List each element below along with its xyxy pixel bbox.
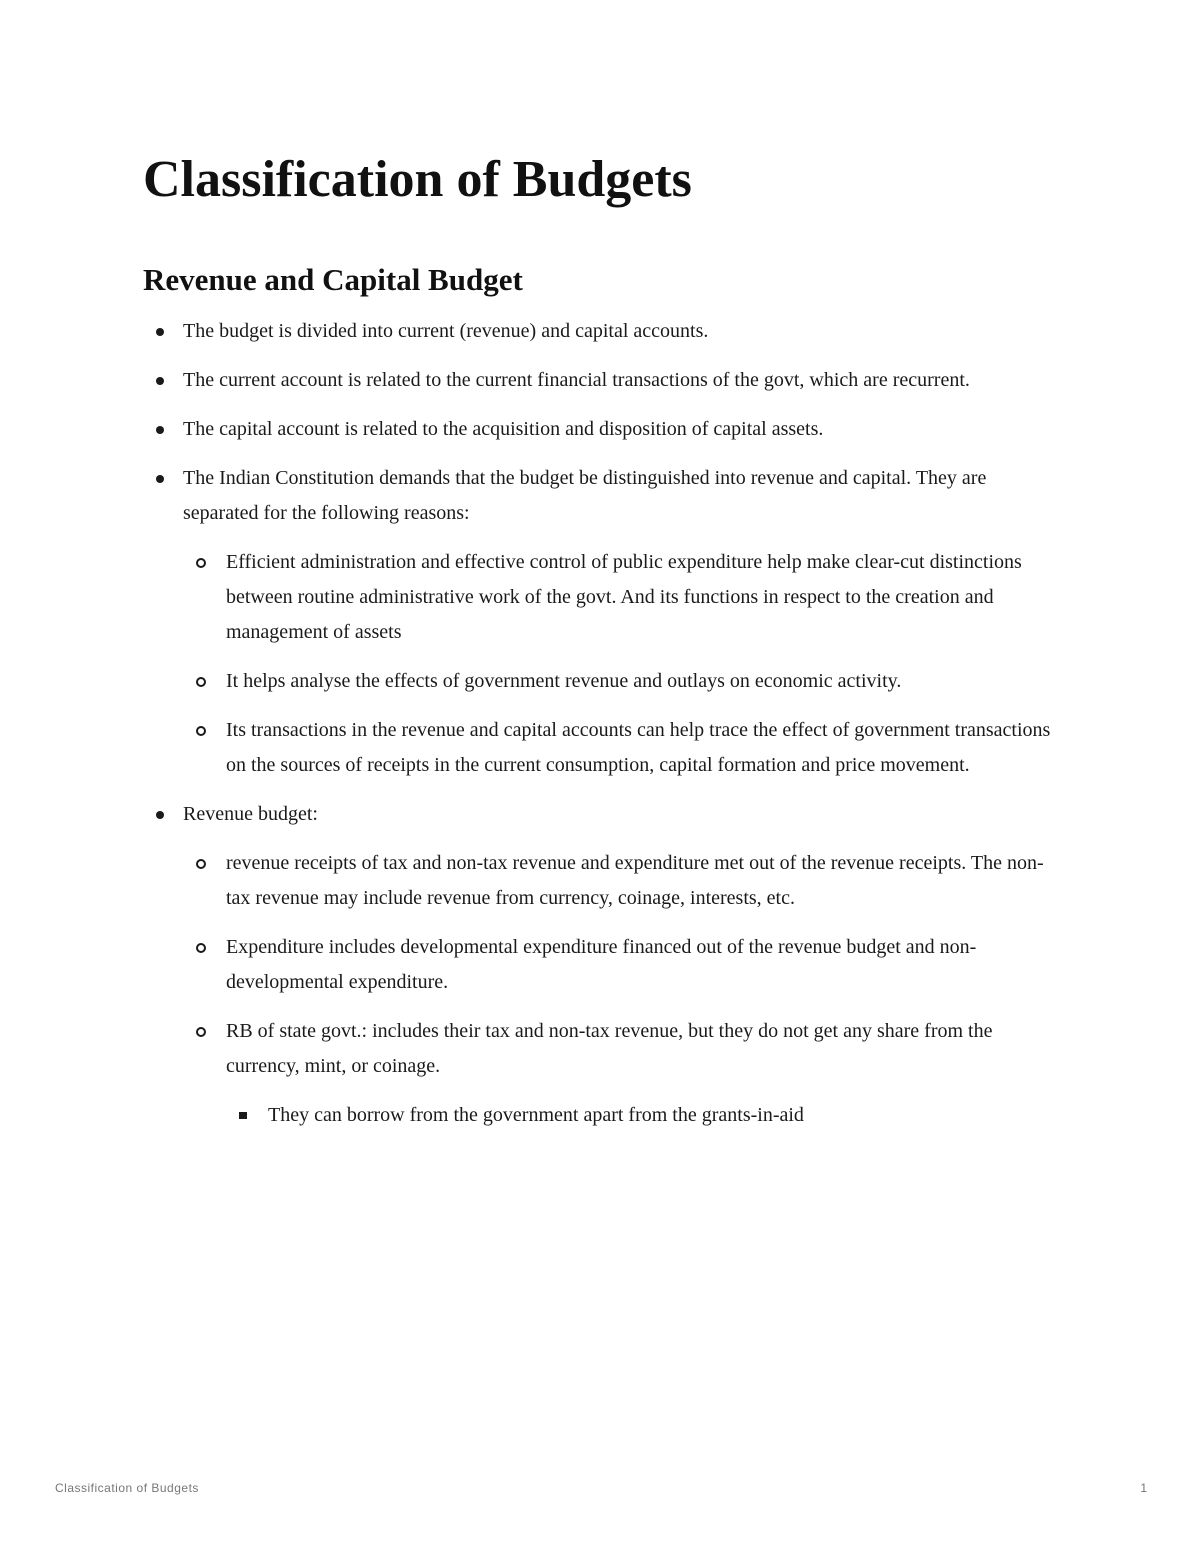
document-body	[143, 314, 1063, 1147]
bullet-circle-icon	[196, 558, 206, 568]
sub-list-item	[183, 1014, 1063, 1133]
bullet-disc-icon	[156, 426, 164, 434]
list-item	[143, 314, 1063, 349]
list-item	[143, 797, 1063, 1133]
sub-sub-list-item-text: They can borrow from the government apart from the grants-in-aid	[268, 1104, 804, 1126]
bullet-square-icon	[239, 1112, 247, 1119]
sub-list-item	[183, 664, 1063, 699]
bullet-circle-icon	[196, 726, 206, 736]
sub-bullet-list	[183, 846, 1063, 1133]
document-title: Classification of Budgets	[143, 151, 692, 208]
bullet-disc-icon	[156, 811, 164, 819]
list-item	[143, 461, 1063, 783]
sub-list-item-text: Expenditure includes developmental expenditure financed out of the revenue budget and non-developmental expenditure.	[226, 936, 977, 993]
list-item-text: The current account is related to the current financial transactions of the govt, which are recurrent.	[183, 369, 970, 391]
bullet-list	[143, 314, 1063, 1133]
bullet-circle-icon	[196, 943, 206, 953]
bullet-disc-icon	[156, 475, 164, 483]
bullet-circle-icon	[196, 677, 206, 687]
sub-list-item	[183, 846, 1063, 916]
sub-sub-list-item	[226, 1098, 1063, 1133]
bullet-circle-icon	[196, 859, 206, 869]
bullet-disc-icon	[156, 328, 164, 336]
bullet-disc-icon	[156, 377, 164, 385]
bullet-circle-icon	[196, 1027, 206, 1037]
sub-list-item	[183, 930, 1063, 1000]
sub-list-item	[183, 545, 1063, 650]
sub-list-item-text: It helps analyse the effects of government revenue and outlays on economic activity.	[226, 670, 902, 692]
section-heading: Revenue and Capital Budget	[143, 262, 523, 297]
list-item-text: The budget is divided into current (revenue) and capital accounts.	[183, 320, 709, 342]
sub-list-item-text: Efficient administration and effective control of public expenditure help make clear-cut distinctions between routine administrative work of the govt. And its functions in respect to the creation and management of assets	[226, 551, 1022, 643]
sub-list-item-text: Its transactions in the revenue and capital accounts can help trace the effect of government transactions on the sources of receipts in the current consumption, capital formation and price movement.	[226, 719, 1051, 776]
sub-list-item-text: RB of state govt.: includes their tax and non-tax revenue, but they do not get any share from the currency, mint, or coinage.	[226, 1020, 993, 1077]
list-item-text: The capital account is related to the acquisition and disposition of capital assets.	[183, 418, 824, 440]
sub-bullet-list	[183, 545, 1063, 783]
sub-list-item	[183, 713, 1063, 783]
footer-document-title: Classification of Budgets	[55, 1481, 199, 1495]
footer-page-number: 1	[1140, 1481, 1147, 1495]
list-item-text: Revenue budget:	[183, 803, 318, 825]
list-item	[143, 412, 1063, 447]
sub-list-item-text: revenue receipts of tax and non-tax revenue and expenditure met out of the revenue receipts. The non-tax revenue may include revenue from currency, coinage, interests, etc.	[226, 852, 1044, 909]
list-item-text: The Indian Constitution demands that the budget be distinguished into revenue and capital. They are separated for the following reasons:	[183, 467, 987, 524]
list-item	[143, 363, 1063, 398]
sub-sub-bullet-list	[226, 1098, 1063, 1133]
